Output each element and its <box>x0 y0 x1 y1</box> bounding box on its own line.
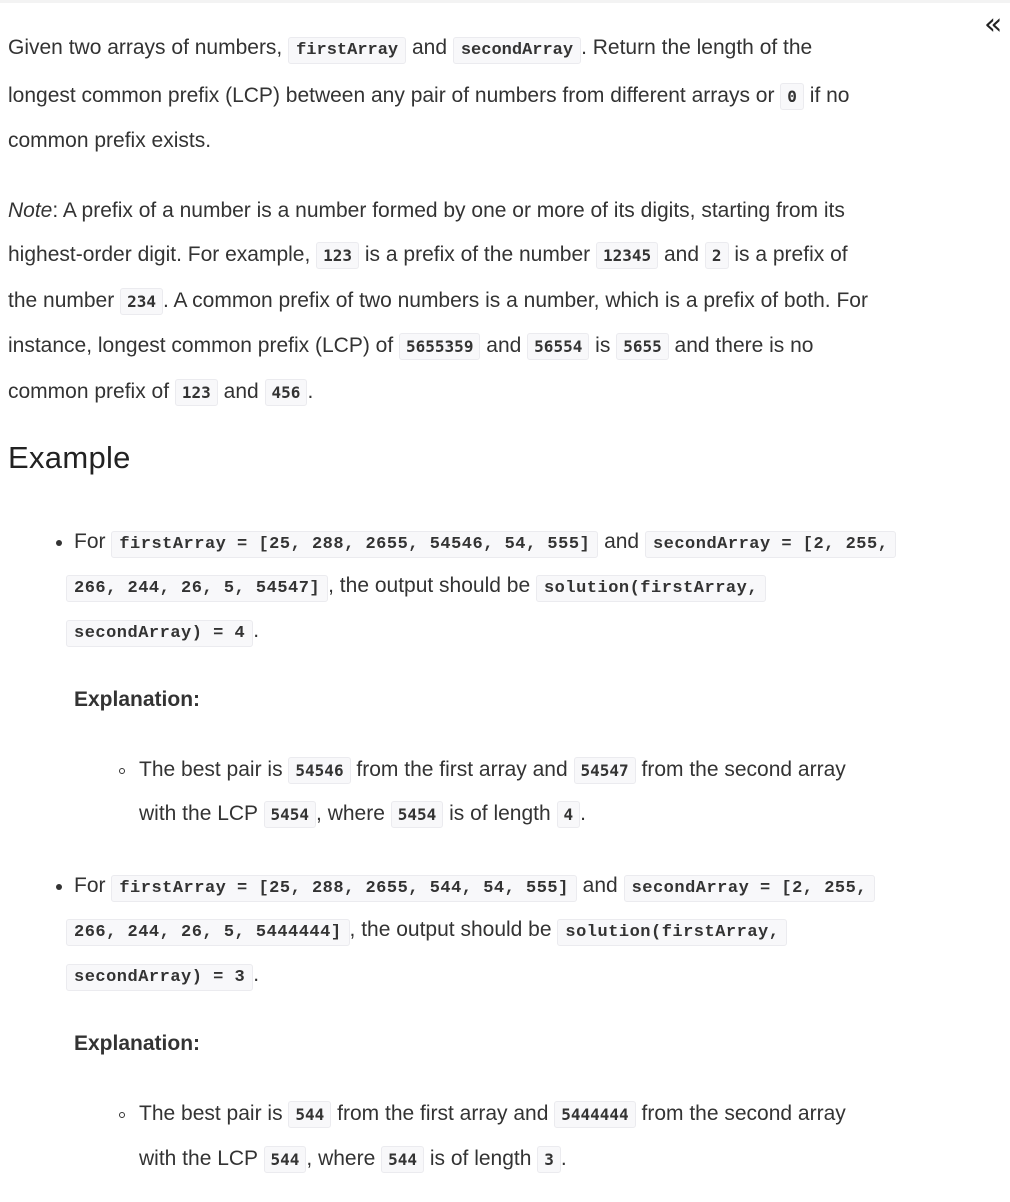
code-solution-call: solution(firstArray, <box>557 919 787 946</box>
text: from the second array <box>635 758 846 781</box>
text: . <box>307 379 314 403</box>
inline-code: 4 <box>557 801 581 828</box>
inline-code: 12345 <box>596 242 658 269</box>
inline-code: 5444444 <box>554 1101 635 1128</box>
code-solution-call: solution(firstArray, <box>536 575 766 602</box>
text: from the first array and <box>350 758 574 781</box>
text: common prefix of <box>8 379 175 403</box>
text: with the LCP <box>139 1147 264 1170</box>
description-paragraph <box>8 26 998 164</box>
problem-description <box>8 26 998 415</box>
note-label: Note <box>8 198 53 222</box>
text: is a prefix of the number <box>359 243 596 266</box>
note-paragraph <box>8 189 998 416</box>
example-heading: Example <box>8 440 131 475</box>
collapse-panel-icon[interactable]: « <box>984 7 1003 42</box>
inline-code: 5655359 <box>399 333 480 360</box>
text: and <box>217 379 265 403</box>
code-first-array-value: firstArray = [25, 288, 2655, 544, 54, 555] <box>111 875 576 902</box>
text: , where <box>316 802 391 825</box>
inline-code: 5655 <box>616 333 669 360</box>
text: if no <box>803 83 850 107</box>
code-second-array-value: secondArray = [2, 255, <box>645 531 896 558</box>
code-first-array: firstArray <box>288 37 406 64</box>
text: common prefix exists. <box>8 129 212 152</box>
inline-code: 3 <box>537 1146 561 1173</box>
text: highest-order digit. For example, <box>8 243 317 266</box>
text: . <box>580 802 586 825</box>
sub-bullet-icon <box>119 768 125 774</box>
text: . <box>253 619 260 642</box>
text: . Return the length of the <box>581 36 813 59</box>
text: from the first array and <box>331 1102 555 1125</box>
text: and <box>406 36 453 59</box>
text: and <box>658 243 705 266</box>
code-second-array-value: secondArray = [2, 255, <box>624 875 875 902</box>
inline-code: 456 <box>265 379 308 406</box>
text: For <box>74 530 106 553</box>
text: and <box>582 874 618 897</box>
inline-code: 54546 <box>288 757 350 784</box>
explanation-label: Explanation: <box>74 1032 201 1055</box>
text: The best pair is <box>139 758 289 781</box>
text: The best pair is <box>139 1102 289 1125</box>
inline-code: 123 <box>175 379 218 406</box>
code-solution-result: secondArray) = 3 <box>66 964 253 991</box>
text: is a prefix of <box>728 243 848 266</box>
code-solution-result: secondArray) = 4 <box>66 620 253 647</box>
bullet-icon <box>56 540 62 546</box>
inline-code: 54547 <box>574 757 636 784</box>
text: and <box>604 530 640 553</box>
inline-code: 123 <box>316 242 359 269</box>
text: is of length <box>443 802 557 825</box>
text: and <box>480 334 528 357</box>
inline-code: 544 <box>264 1146 307 1173</box>
text: . A common prefix of two numbers is a number, which is a prefix of both. For <box>162 288 868 312</box>
text: , where <box>306 1147 382 1170</box>
text: with the LCP <box>139 802 264 825</box>
text: the number <box>8 288 121 312</box>
text: . <box>560 1147 567 1170</box>
code-second-array: secondArray <box>453 37 581 64</box>
text: , the output should be <box>349 918 552 941</box>
inline-code: 2 <box>705 242 729 269</box>
text: from the second array <box>635 1102 846 1125</box>
sub-bullet-icon <box>119 1112 125 1118</box>
text: longest common prefix (LCP) between any pair of numbers from different arrays or <box>8 83 781 107</box>
inline-code: 5454 <box>391 801 444 828</box>
bullet-icon <box>56 884 62 890</box>
code-second-array-value-cont: 266, 244, 26, 5, 54547] <box>66 575 328 602</box>
inline-code: 544 <box>381 1146 424 1173</box>
inline-code: 56554 <box>527 333 589 360</box>
text: . <box>253 963 260 986</box>
code-zero: 0 <box>780 83 804 110</box>
text: , the output should be <box>328 574 531 597</box>
inline-code: 234 <box>120 288 163 315</box>
text: is <box>589 334 617 357</box>
text: Given two arrays of numbers, <box>8 36 289 59</box>
text: and there is no <box>668 334 814 357</box>
text: : A prefix of a number is a number formed by one or more of its digits, starting from its <box>52 198 845 222</box>
inline-code: 544 <box>288 1101 331 1128</box>
top-divider <box>0 0 1010 3</box>
text: For <box>74 874 106 897</box>
inline-code: 5454 <box>264 801 317 828</box>
code-first-array-value: firstArray = [25, 288, 2655, 54546, 54, 555] <box>111 531 598 558</box>
explanation-label: Explanation: <box>74 688 201 711</box>
code-second-array-value-cont: 266, 244, 26, 5, 5444444] <box>66 919 350 946</box>
text: is of length <box>424 1147 538 1170</box>
text: instance, longest common prefix (LCP) of <box>8 334 400 357</box>
